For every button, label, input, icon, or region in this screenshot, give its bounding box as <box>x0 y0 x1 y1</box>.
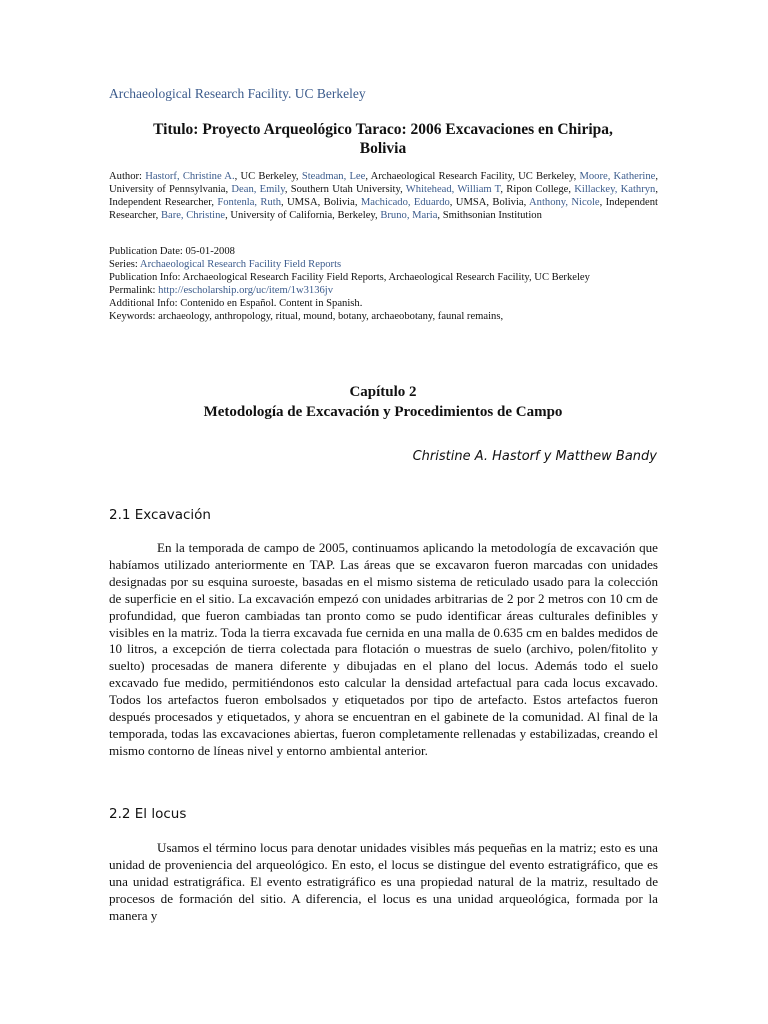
title-line-2: Bolivia <box>359 140 407 157</box>
section-paragraph-locus: Usamos el término locus para denotar unidades visibles más pequeñas en la matriz; esto es una unidad de proveniencia del arqueológico. En esto, el locus se distingue del evento estratigráfico, que es una unidad estratigráfica. El evento estratigráfico es una propiedad natural de la matriz, resultado de procesos de formación del sitio. A diferencia, el locus es una unidad arqueológica, formada por la manera y <box>109 840 658 923</box>
section-heading-locus: 2.2 El locus <box>109 806 187 822</box>
publication-info-line: Publication Info: Archaeological Research Facility Field Reports, Archaeological Research Facility, UC Berkeley <box>109 272 590 283</box>
author-affiliation: , Archaeological Research Facility, UC Berkeley, <box>365 171 577 182</box>
author-affiliation: , UC Berkeley, <box>234 171 299 182</box>
series-link[interactable]: Archaeological Research Facility Field Reports <box>139 259 342 270</box>
author-link[interactable]: Steadman, Lee <box>301 171 366 182</box>
author-affiliation: , UMSA, Bolivia, <box>281 197 358 208</box>
document-title <box>109 120 657 158</box>
permalink-line <box>109 284 658 297</box>
publication-date: Publication Date: 05-01-2008 <box>109 246 235 257</box>
author-list <box>109 170 658 222</box>
additional-info: Additional Info: Contenido en Español. Content in Spanish. <box>109 298 363 309</box>
author-affiliation: , Independent Researcher, <box>109 184 658 208</box>
author-affiliation: , Independent Researcher, <box>109 197 658 221</box>
section-paragraph-excavacion: En la temporada de campo de 2005, continuamos aplicando la metodología de excavación que habíamos utilizado anteriormente en TAP. Las áreas que se excavaron fueron marcadas con unidades designadas por su esquina suroeste, basadas en el mismo sistema de reticulado usado para la colección de superficie en el sitio. La excavación empezó con unidades arbitrarias de 2 por 2 metros con 10 cm de profundidad, que fueron cambiadas tan pronto como se pudo identificar áreas culturales definibles y visibles en la matriz. Toda la tierra excavada fue cernida en una malla de 0.635 cm en baldes medidos de 10 litros, a excepción de tierra colectada para flotación o muestras de suelo (archivo, polen/fitolito y suelto) procesadas de manera diferente y dibujadas en el plano del locus. Además todo el suelo excavado fue medido, permitiéndonos esto calcular la densidad artefactual para cada locus excavado. Todos los artefactos fueron embolsados y etiquetados por tipo de artefacto. Estos artefactos fueron después procesados y etiquetados, y ahora se encuentran en el gabinete de la comunidad. Al final de la temporada, todas las excavaciones abiertas, fueron completamente rellenadas y estabilizadas, creando el mismo contorno de líneas nivel y entorno ambiental anterior. <box>109 540 658 758</box>
author-affiliation: , UMSA, Bolivia, <box>449 197 527 208</box>
author-affiliation: , Smithsonian Institution <box>437 210 542 221</box>
author-link[interactable]: Dean, Emily <box>231 184 285 195</box>
author-link[interactable]: Bare, Christine <box>160 210 226 221</box>
author-link[interactable]: Bruno, Maria <box>380 210 438 221</box>
series-label: Series: <box>109 259 138 270</box>
author-link[interactable]: Hastorf, Christine A. <box>145 171 235 182</box>
keywords: Keywords: archaeology, anthropology, ritual, mound, botany, archaeobotany, faunal remains, <box>109 311 504 322</box>
author-link[interactable]: Machicado, Eduardo <box>360 197 450 208</box>
chapter-heading <box>109 382 657 422</box>
author-prefix: Author: <box>109 171 142 182</box>
author-link[interactable]: Moore, Katherine <box>579 171 656 182</box>
author-affiliation: , Southern Utah University, <box>284 184 403 195</box>
permalink-label: Permalink: <box>109 285 156 296</box>
title-line-1: Titulo: Proyecto Arqueológico Taraco: 2006 Excavaciones en Chiripa, <box>153 121 613 138</box>
author-link[interactable]: Anthony, Nicole <box>529 197 600 208</box>
chapter-authors: Christine A. Hastorf y Matthew Bandy <box>412 449 657 464</box>
section-heading-excavacion: 2.1 Excavación <box>109 507 211 523</box>
author-affiliation: , University of California, Berkeley, <box>225 210 378 221</box>
permalink-link[interactable]: http://escholarship.org/uc/item/1w3136jv <box>158 285 334 296</box>
author-link[interactable]: Killackey, Kathryn <box>574 184 656 195</box>
author-link[interactable]: Fontenla, Ruth <box>217 197 282 208</box>
author-affiliation: , University of Pennsylvania, <box>109 171 658 195</box>
chapter-number: Capítulo 2 <box>349 384 417 400</box>
publication-info <box>109 245 658 323</box>
series-line <box>109 258 658 271</box>
author-affiliation: , Ripon College, <box>500 184 571 195</box>
author-link[interactable]: Whitehead, William T <box>405 184 501 195</box>
institution-link[interactable]: Archaeological Research Facility. UC Berkeley <box>109 86 366 101</box>
chapter-title: Metodología de Excavación y Procedimientos de Campo <box>203 404 563 420</box>
